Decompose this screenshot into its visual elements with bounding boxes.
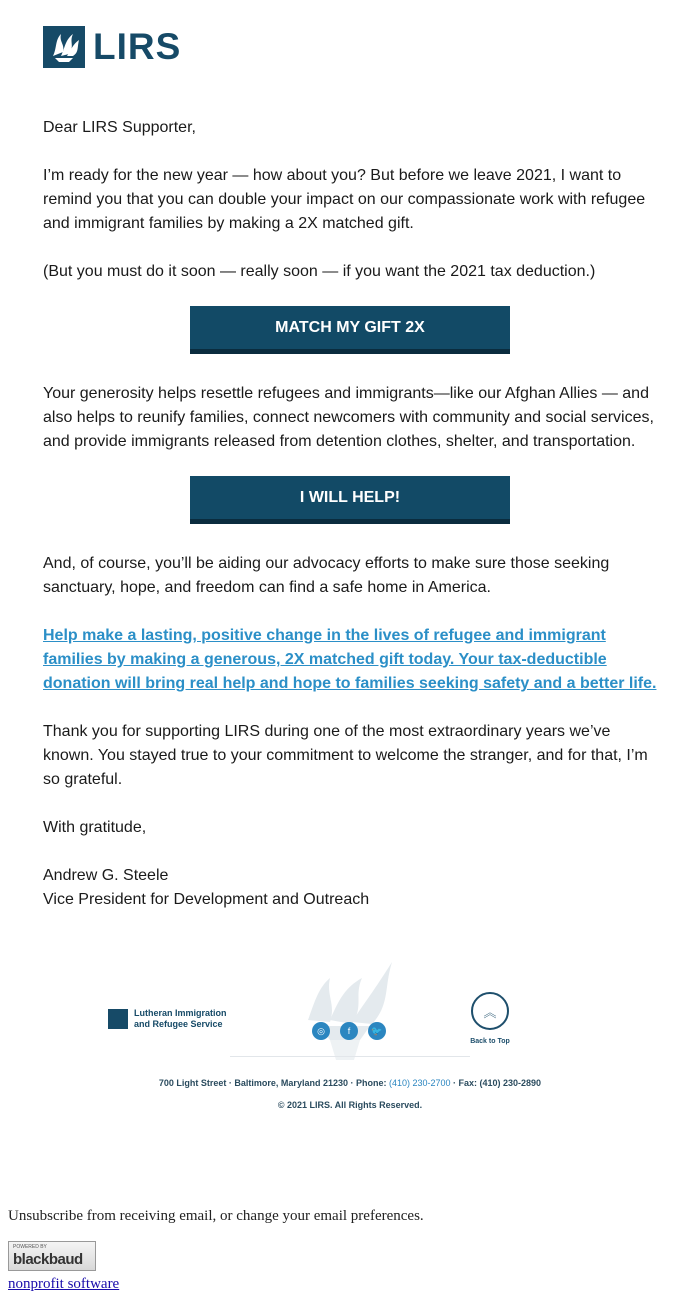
torch-watermark-icon bbox=[300, 960, 400, 1060]
match-gift-button[interactable]: MATCH MY GIFT 2X bbox=[190, 306, 510, 354]
footer-divider bbox=[230, 1056, 470, 1057]
chevron-double-up-icon: ︽ bbox=[483, 1004, 497, 1020]
i-will-help-button[interactable]: I WILL HELP! bbox=[190, 476, 510, 524]
closing: With gratitude, bbox=[43, 819, 147, 836]
greeting: Dear LIRS Supporter, bbox=[43, 119, 196, 136]
badge-powered-by: POWERED BY bbox=[13, 1244, 47, 1250]
paragraph-generosity: Your generosity helps resettle refugees and immigrants—like our Afghan Allies — and also helps to reunify families, connect newcomers with community and social services, and provide immigrants released from detention clothes, shelter, and transportation. bbox=[43, 385, 654, 450]
back-to-top-button[interactable] bbox=[471, 992, 509, 1030]
instagram-icon[interactable]: ◎ bbox=[312, 1022, 330, 1040]
unsubscribe-text[interactable]: Unsubscribe from receiving email, or change your email preferences. bbox=[8, 1208, 424, 1224]
paragraph-thanks: Thank you for supporting LIRS during one of the most extraordinary years we’ve known. You stayed true to your commitment to welcome the stranger, and for that, I’m so grateful. bbox=[43, 723, 648, 788]
footer-copyright: © 2021 LIRS. All Rights Reserved. bbox=[277, 1100, 423, 1110]
footer-org-line1: Lutheran Immigration bbox=[134, 1008, 227, 1018]
blackbaud-badge[interactable] bbox=[8, 1241, 96, 1271]
torch-flame-icon bbox=[43, 26, 85, 68]
twitter-icon[interactable]: 🐦 bbox=[368, 1022, 386, 1040]
paragraph-intro: I’m ready for the new year — how about you? But before we leave 2021, I want to remind you that you can double your impact on our compassionate work with refugee and immigrant families by making a 2X matched gift. bbox=[43, 167, 646, 232]
logo-text: LIRS bbox=[93, 26, 182, 67]
paragraph-deadline: (But you must do it soon — really soon — if you want the 2021 tax deduction.) bbox=[43, 263, 596, 280]
footer-address: 700 Light Street · Baltimore, Maryland 21230 · Phone: (410) 230-2700 · Fax: (410) 230-2890 bbox=[158, 1078, 542, 1088]
donate-link[interactable]: Help make a lasting, positive change in the lives of refugee and immigrant families by making a generous, 2X matched gift today. Your tax-deductible donation will bring real help and hope to families seeking safety and a better life. bbox=[43, 627, 657, 692]
back-to-top-label[interactable]: Back to Top bbox=[470, 1038, 510, 1045]
phone-link[interactable]: (410) 230-2700 bbox=[388, 1078, 451, 1088]
facebook-icon[interactable]: f bbox=[340, 1022, 358, 1040]
torch-flame-icon bbox=[108, 1009, 128, 1029]
footer bbox=[0, 960, 700, 1120]
footer-org-line2: and Refugee Service bbox=[134, 1019, 223, 1029]
signer-title: Vice President for Development and Outreach bbox=[43, 891, 370, 908]
signer-name: Andrew G. Steele bbox=[43, 867, 169, 884]
lirs-logo[interactable] bbox=[43, 26, 181, 68]
footer-logo[interactable] bbox=[108, 1008, 227, 1030]
nonprofit-software-link[interactable]: nonprofit software bbox=[8, 1276, 120, 1292]
badge-brand: blackbaud bbox=[13, 1251, 83, 1268]
paragraph-advocacy: And, of course, you’ll be aiding our advocacy efforts to make sure those seeking sanctuary, hope, and freedom can find a safe home in America. bbox=[43, 555, 610, 596]
